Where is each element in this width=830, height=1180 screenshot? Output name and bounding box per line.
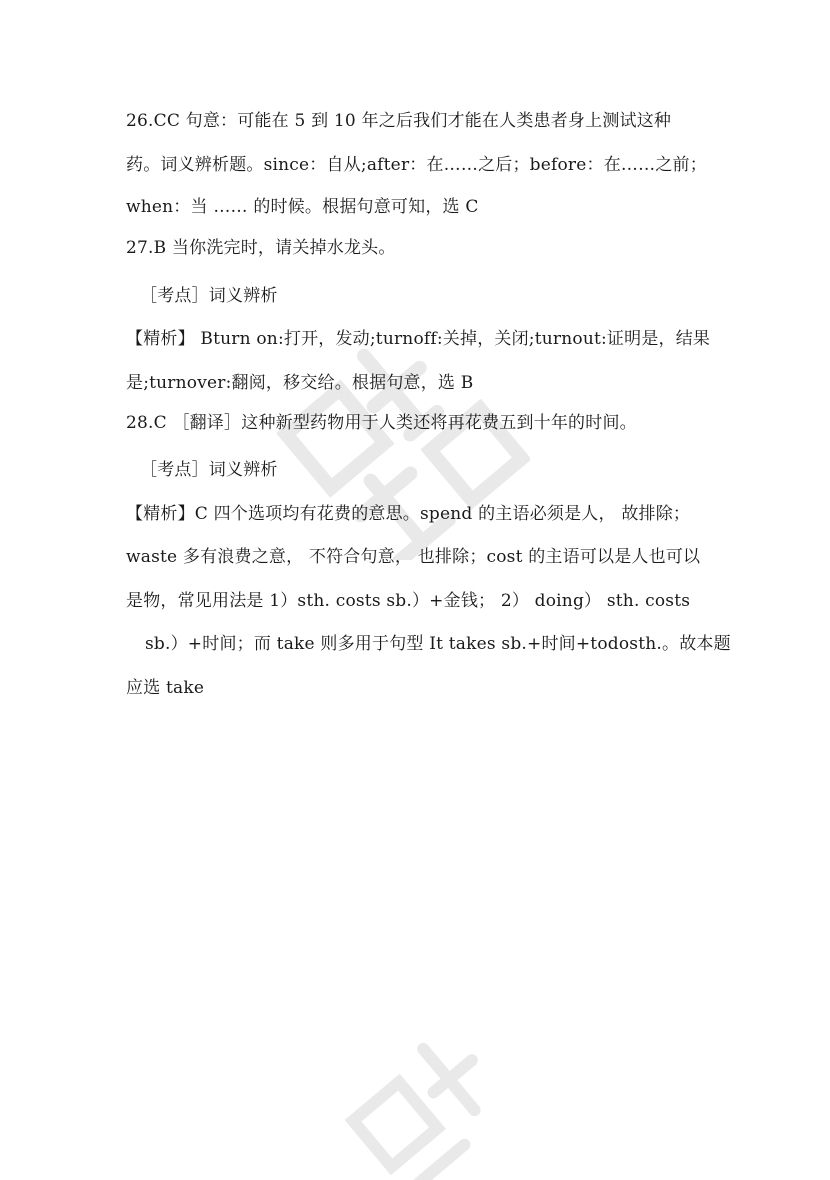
text-line-11: waste 多有浪费之意， 不符合句意， 也排除；cost 的主语可以是人也可以: [126, 547, 701, 567]
text-line-2: 药。词义辨析题。since：自从;after：在……之后；before：在……之前；: [126, 155, 707, 175]
text-line-5: ［考点］词义辨析: [140, 286, 278, 306]
text-line-8: 28.C ［翻译］这种新型药物用于人类还将再花费五到十年的时间。: [126, 413, 637, 433]
text-line-13: sb.）+时间；而 take 则多用于句型 It takes sb.+时间+todosth.。故本题: [145, 634, 731, 654]
text-line-14: 应选 take: [126, 678, 205, 698]
text-line-4: 27.B 当你洗完时，请关掉水龙头。: [126, 238, 396, 258]
text-line-6: 【精析】 Bturn on:打开，发动;turnoff:关掉，关闭;turnout:证明是，结果: [126, 329, 711, 349]
text-line-12: 是物，常见用法是 1）sth. costs sb.）+金钱； 2） doing） sth. costs: [126, 591, 691, 611]
text-line-1: 26.CC 句意：可能在 5 到 10 年之后我们才能在人类患者身上测试这种: [126, 111, 672, 131]
watermark-logo-bottom: [330, 1020, 550, 1180]
text-line-3: when：当 …… 的时候。根据句意可知，选 C: [126, 197, 479, 217]
text-line-10: 【精析】C 四个选项均有花费的意思。spend 的主语必须是人， 故排除；: [126, 504, 691, 524]
text-line-9: ［考点］词义辨析: [140, 460, 278, 480]
text-line-7: 是;turnover:翻阅，移交给。根据句意，选 B: [126, 373, 474, 393]
